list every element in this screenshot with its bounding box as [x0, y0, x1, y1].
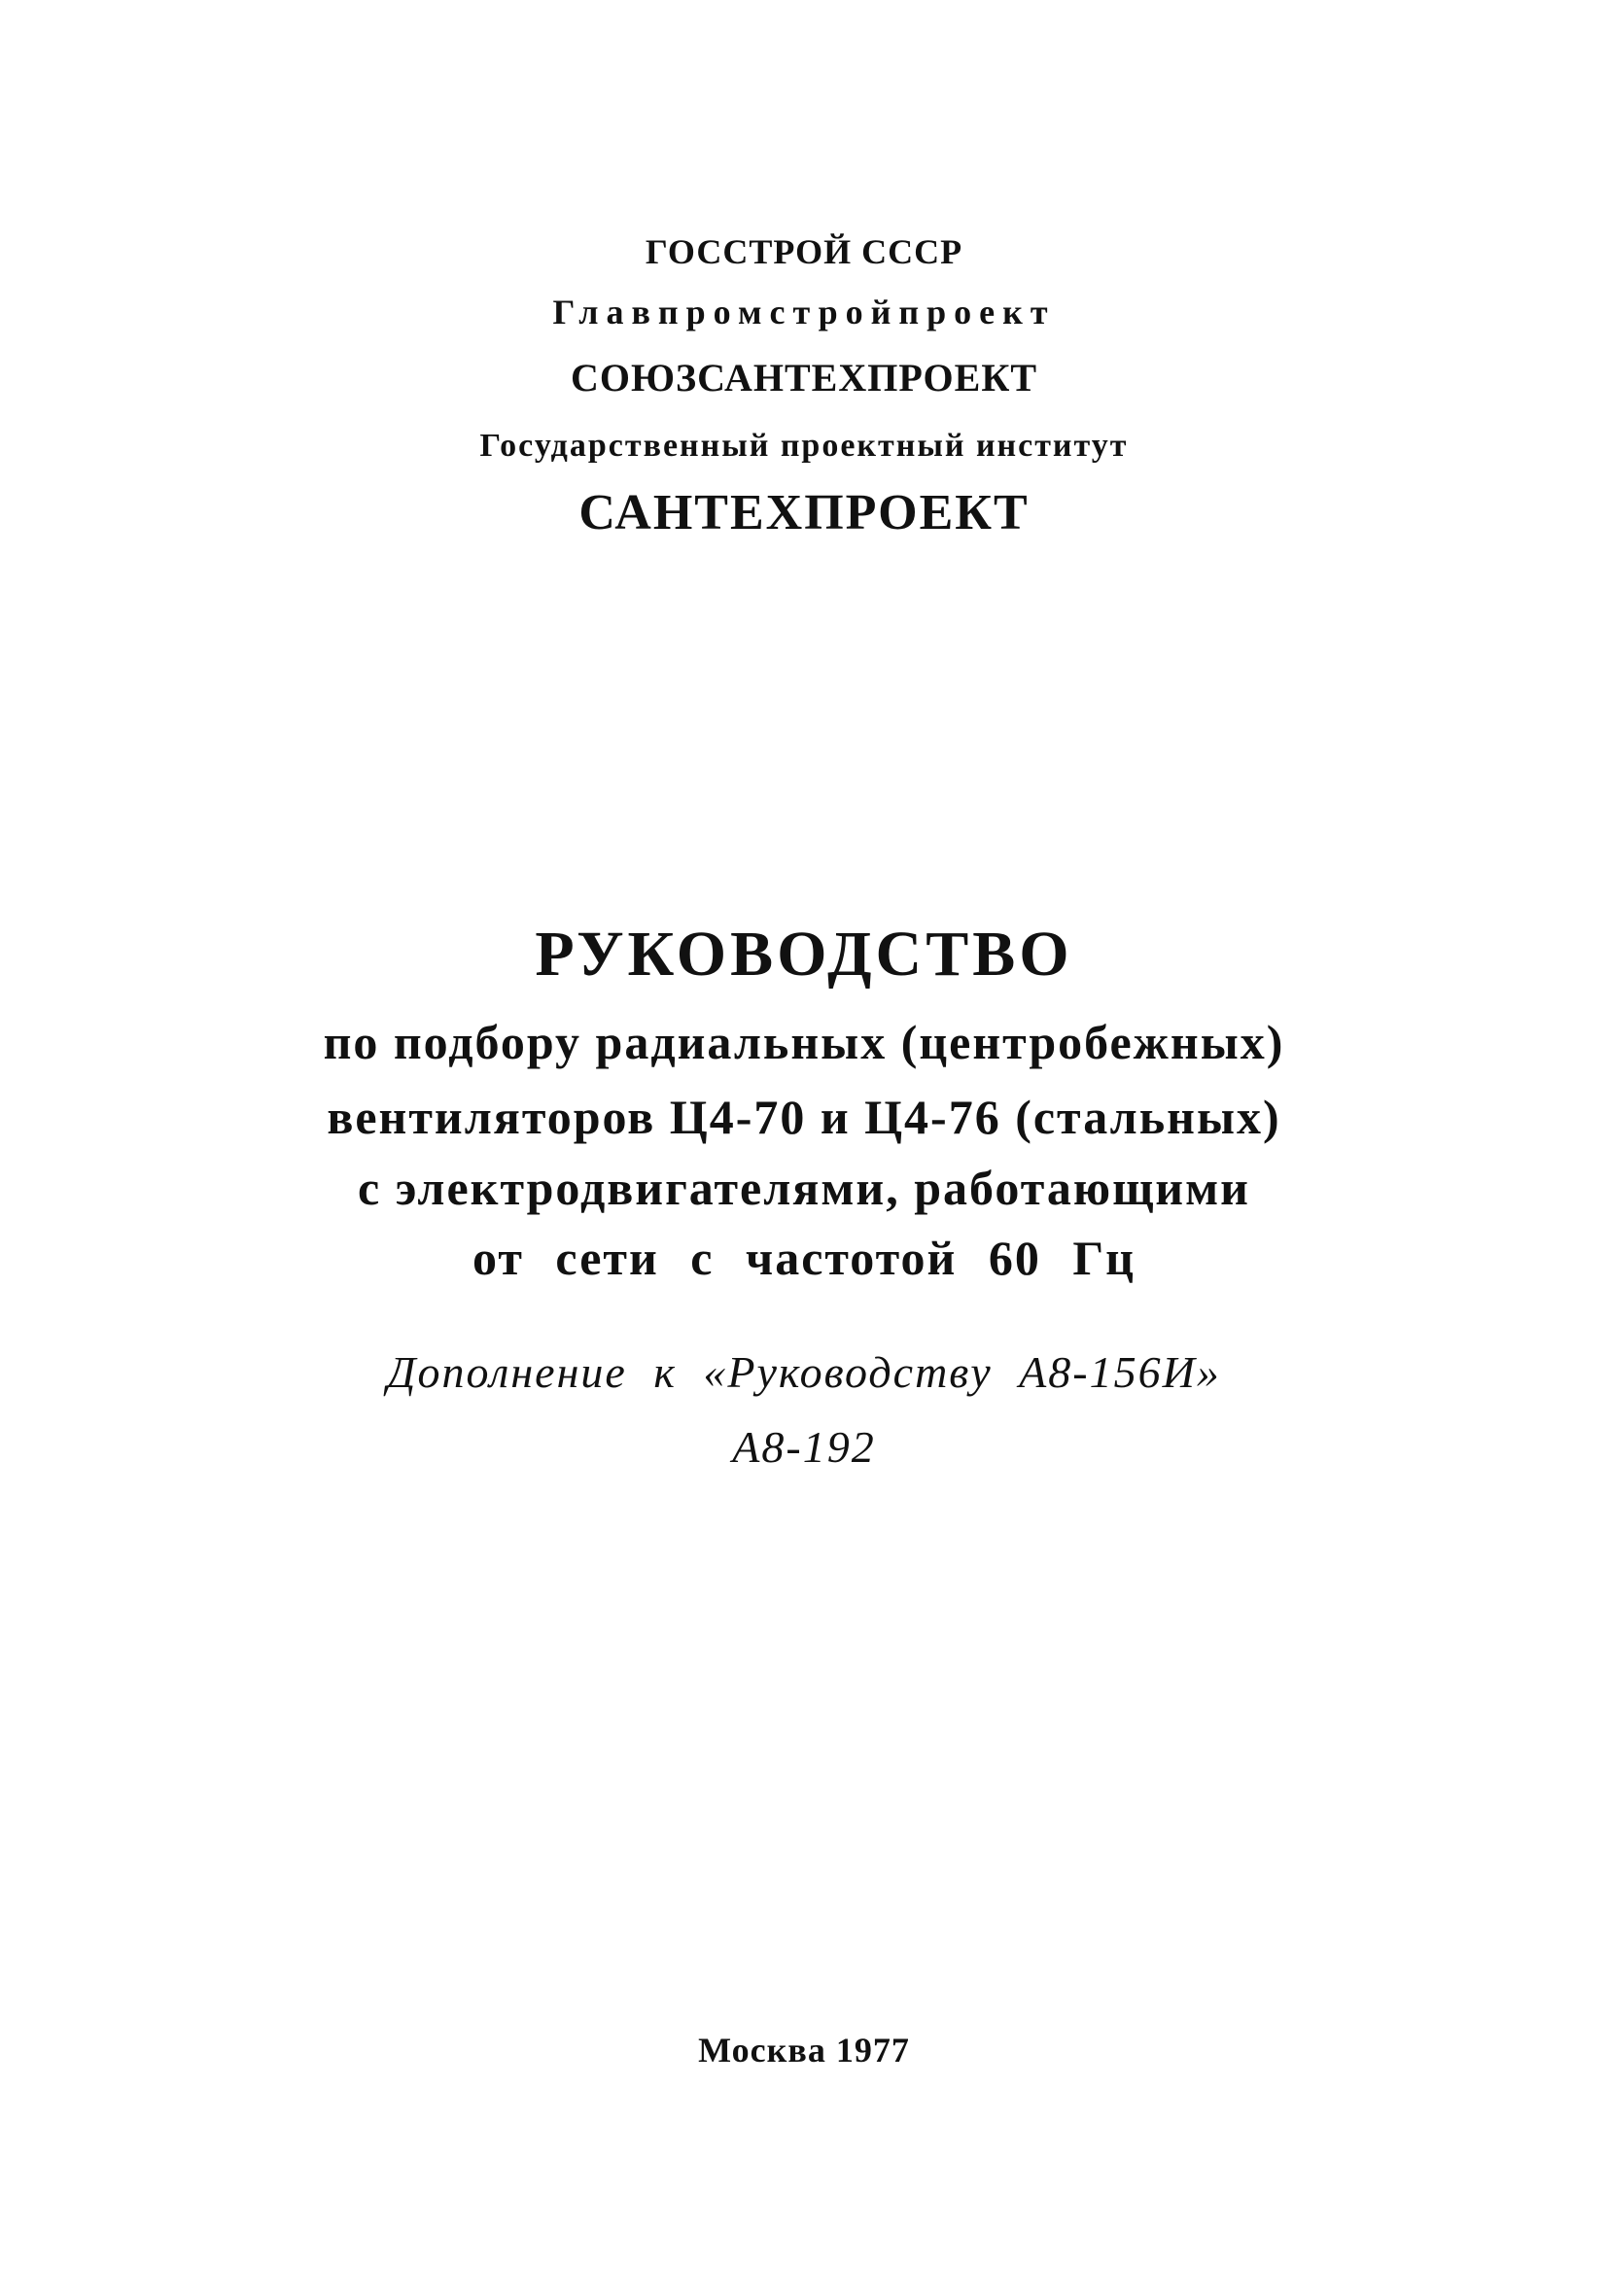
document-title: РУКОВОДСТВО	[535, 919, 1073, 990]
document-subtitle-line: по подбору радиальных (центробежных)	[323, 1015, 1285, 1069]
org-line-glavpromstroyproekt: Главпромстройпроект	[552, 293, 1056, 331]
org-line-santekhproekt: САНТЕХПРОЕКТ	[578, 485, 1030, 540]
document-subtitle-line: вентиляторов Ц4-70 и Ц4-76 (стальных)	[327, 1090, 1281, 1144]
document-code: А8-192	[732, 1422, 876, 1472]
org-line-gosstroy: ГОССТРОЙ СССР	[645, 232, 963, 271]
org-line-soyuzsantekhproekt: СОЮЗСАНТЕХПРОЕКТ	[570, 356, 1038, 400]
document-subtitle-line: с электродвигателями, работающими	[358, 1161, 1250, 1215]
supplement-note: Дополнение к «Руководству А8-156И»	[387, 1347, 1221, 1397]
publication-place-year: Москва 1977	[698, 2031, 910, 2070]
document-subtitle-line: от сети с частотой 60 Гц	[472, 1231, 1136, 1285]
org-line-institute: Государственный проектный институт	[479, 428, 1129, 464]
